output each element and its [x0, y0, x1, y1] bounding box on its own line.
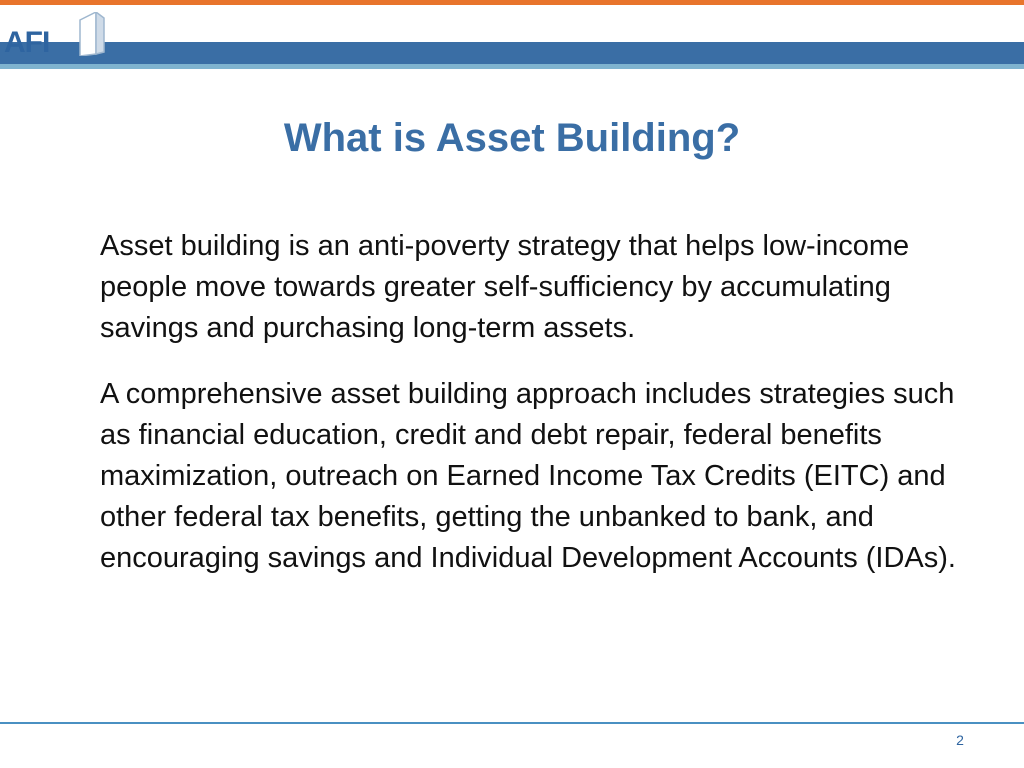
page-number: 2	[956, 732, 964, 748]
paragraph-2: A comprehensive asset building approach includes strategies such as financial education, credit and debt repair, federal benefits maximization, outreach on Earned Income Tax Credits (EITC) and other federal tax benefits, getting the unbanked to bank, and encouraging savings and Individual Development Accounts (IDAs).	[100, 378, 956, 574]
footer-rule	[0, 722, 1024, 724]
header-white-band	[0, 5, 1024, 42]
header-blue-band	[0, 42, 1024, 64]
afi-logo	[0, 12, 110, 60]
slide-body	[100, 226, 970, 604]
slide-title: What is Asset Building?	[283, 116, 741, 160]
header-light-stripe	[0, 64, 1024, 69]
paragraph-1: Asset building is an anti-poverty strategy that helps low-income people move towards greater self-sufficiency by accumulating savings and purchasing long-term assets.	[100, 230, 910, 344]
logo-text: AFI	[4, 26, 50, 59]
logo-building-icon	[76, 12, 106, 56]
